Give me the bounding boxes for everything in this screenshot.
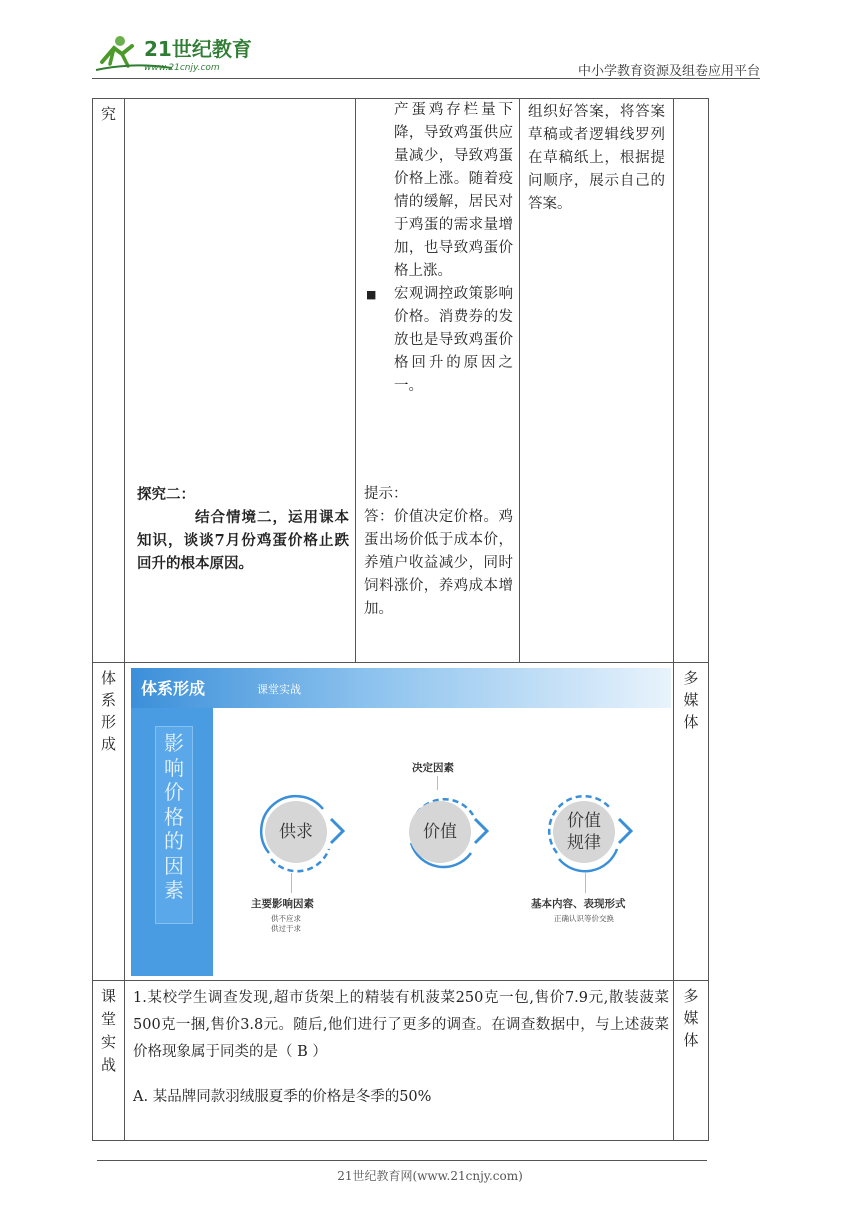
explore-title: 探究二： <box>137 486 195 503</box>
table-row <box>93 663 709 981</box>
media-label: 多媒体 <box>683 987 699 1049</box>
label-basic-content: 基本内容、表现形式 <box>531 898 626 910</box>
slide-header-bar <box>131 668 671 708</box>
media-cell <box>674 663 709 981</box>
connector-line <box>437 776 438 790</box>
small-label: 供不应求 <box>271 914 301 923</box>
slide-side-text: 影响价格的因素 <box>164 731 184 902</box>
table-row <box>93 981 709 1141</box>
small-label: 正确认识等价交换 <box>554 914 614 923</box>
option-a: A. 某品牌同款羽绒服夏季的价格是冬季的50% <box>133 1089 432 1105</box>
slide-cell <box>125 663 674 981</box>
logo-url: www.21cnjy.com <box>144 63 220 73</box>
stage-cell <box>93 663 125 981</box>
site-logo <box>92 32 267 76</box>
slide-image <box>131 668 671 976</box>
connector-line <box>291 873 292 893</box>
lesson-table <box>92 98 709 1141</box>
page-header <box>92 30 760 80</box>
logo-text: 21世纪教育 <box>144 37 252 61</box>
explore-body: 结合情境二，运用课本知识，谈谈7月份鸡蛋价格止跌回升的根本原因。 <box>137 509 349 572</box>
slide-title: 体系形成 <box>141 679 206 698</box>
answer-cell <box>356 99 520 663</box>
answer-bullet-text: 宏观调控政策影响价格。消费券的发放也是导致鸡蛋价格回升的原因之一。 <box>394 286 513 394</box>
media-cell <box>674 99 709 663</box>
circle-value-law <box>545 793 635 883</box>
stage-label: 体系形成 <box>100 669 116 753</box>
question-text: 1.某校学生调查发现,超市货架上的精装有机菠菜250克一包,售价7.9元,散装菠菜500克一捆,售价3.8元。随后,他们进行了更多的调查。在调查数据中，与上述菠菜价格现象属于同类的是（ B ） <box>133 990 669 1060</box>
answer-top-text: 产蛋鸡存栏量下降，导致鸡蛋供应量减少，导致鸡蛋价格上涨。随着疫情的缓解，居民对于鸡蛋的需求量增加，也导致鸡蛋价格上涨。 <box>394 102 513 279</box>
table-row <box>93 99 709 663</box>
media-label: 多媒体 <box>683 669 699 731</box>
bullet-square-icon: ■ <box>366 288 377 301</box>
circle-label: 供求 <box>265 801 327 863</box>
stage-label: 课堂实战 <box>100 987 116 1074</box>
stage-cell <box>93 99 125 663</box>
small-label: 供过于求 <box>271 924 301 933</box>
circle-supply-demand <box>257 793 347 883</box>
header-divider <box>92 78 760 79</box>
requirement-cell <box>520 99 674 663</box>
hint-body: 答：价值决定价格。鸡蛋出场价低于成本价，养殖户收益减少，同时饲料涨价，养鸡成本增加。 <box>364 509 513 617</box>
stage-cell <box>93 981 125 1141</box>
hint-label: 提示： <box>364 486 408 502</box>
platform-name: 中小学教育资源及组卷应用平台 <box>577 64 760 79</box>
top-label: 决定因素 <box>412 762 454 774</box>
activity-cell <box>125 99 356 663</box>
circle-label: 价值规律 <box>553 801 615 863</box>
footer-text: 21世纪教育网(www.21cnjy.com) <box>337 1169 523 1183</box>
slide-side-panel <box>131 708 213 976</box>
requirement-text: 组织好答案，将答案草稿或者逻辑线罗列在草稿纸上，根据提问顺序，展示自己的答案。 <box>528 104 665 212</box>
stage-label: 究 <box>100 105 116 123</box>
circle-value <box>401 793 491 883</box>
footer-divider <box>97 1160 707 1161</box>
question-cell <box>125 981 674 1141</box>
slide-subtitle: 课堂实战 <box>257 683 301 696</box>
connector-line <box>585 873 586 893</box>
circle-label: 价值 <box>409 801 471 863</box>
media-cell <box>674 981 709 1141</box>
label-main-factors: 主要影响因素 <box>251 898 314 910</box>
